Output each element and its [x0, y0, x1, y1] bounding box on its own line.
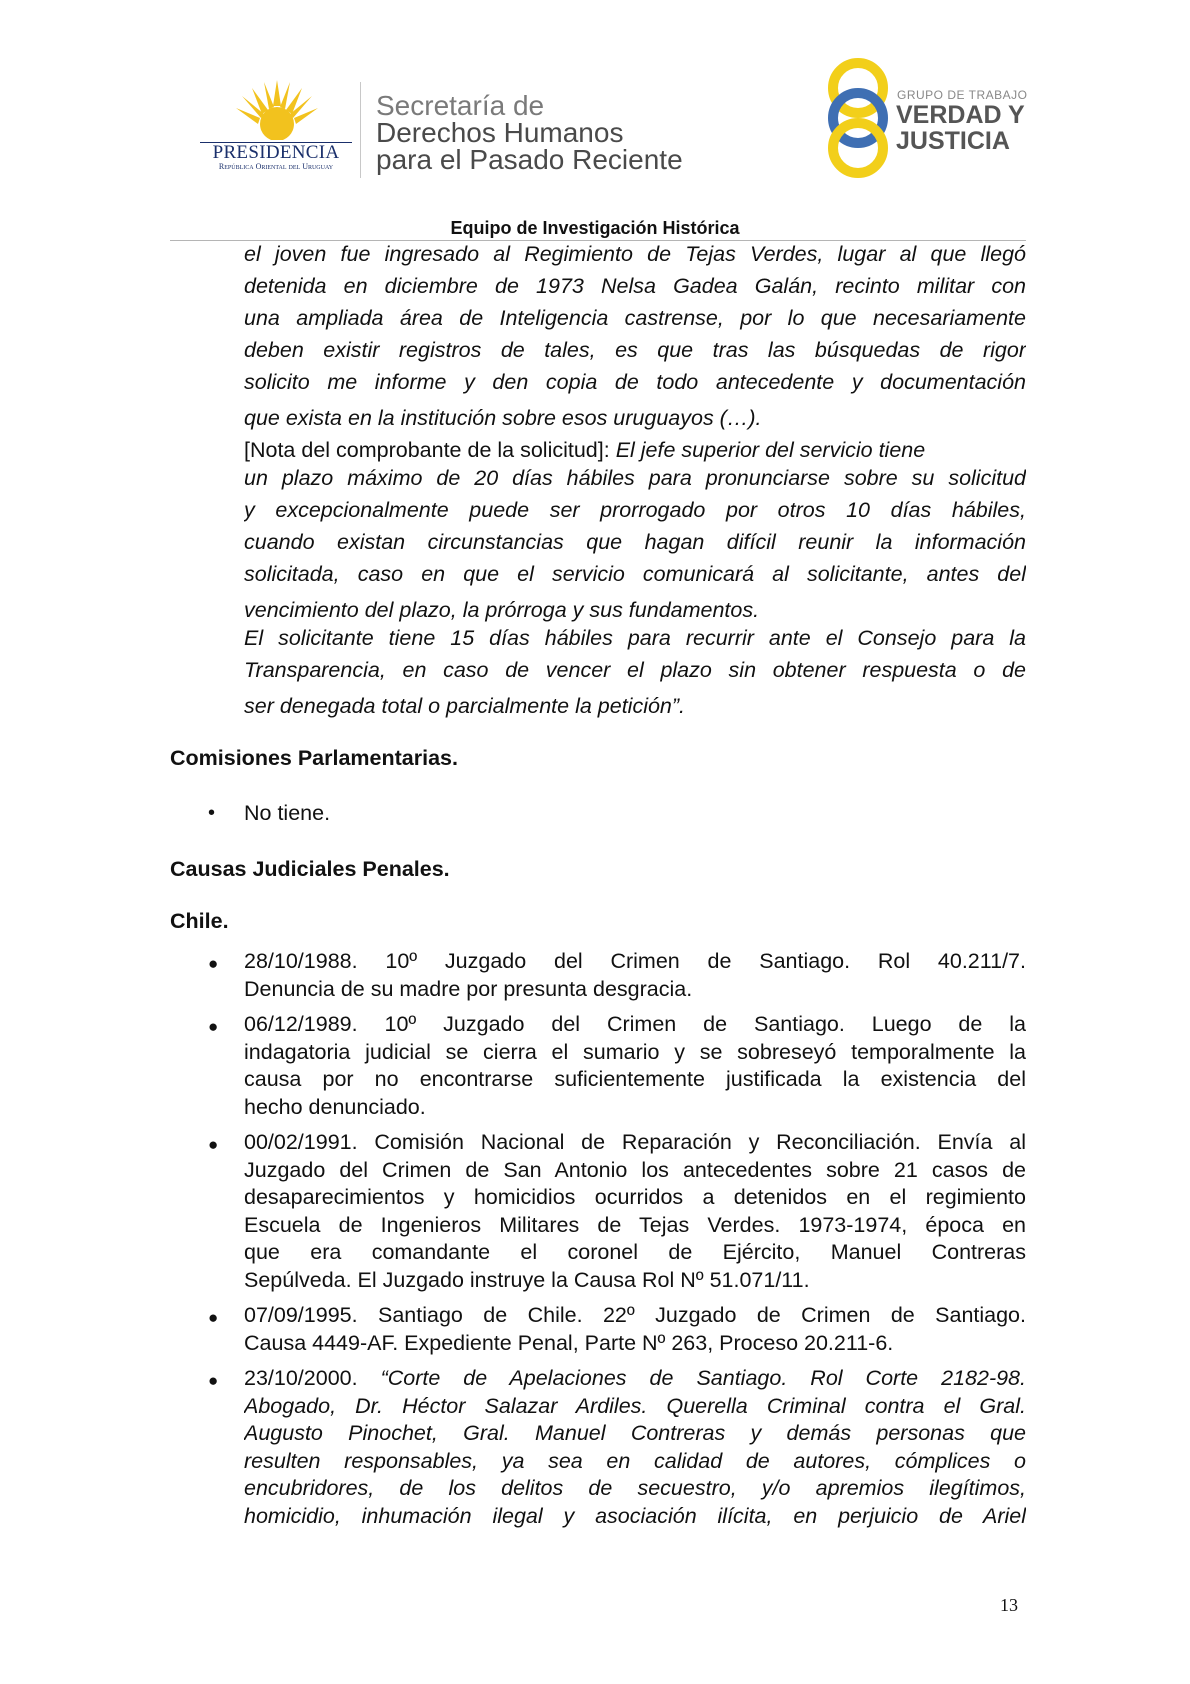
running-header-title: Equipo de Investigación Histórica	[450, 218, 740, 238]
causa-line: Escuela de Ingenieros Militares de Tejas Verdes. 1973-1974, época en	[244, 1212, 1026, 1237]
chile-subheading: Chile.	[170, 909, 229, 933]
causa-line: hecho denunciado.	[244, 1094, 426, 1119]
tail-line: ser denegada total o parcialmente la petición”.	[244, 694, 686, 718]
page-number: 13	[1000, 1595, 1018, 1615]
note-line: y excepcionalmente puede ser prorrogado por otros 10 días hábiles,	[244, 498, 1026, 522]
note-label: [Nota del comprobante de la solicitud]:	[244, 438, 616, 462]
presidencia-label: PRESIDENCIA	[212, 142, 340, 163]
causa-line: encubridores, de los delitos de secuestro, y/o apremios ilegítimos,	[244, 1476, 1026, 1500]
republica-label: República Oriental del Uruguay	[218, 162, 334, 171]
causa-line: homicidio, inhumación ilegal y asociación ilícita, en perjuicio de Ariel	[244, 1503, 1026, 1528]
causa-quote-start: “Corte de Apelaciones de Santiago. Rol Corte 2182-98.	[380, 1366, 1026, 1390]
causa-line: Augusto Pinochet, Gral. Manuel Contreras y demás personas que	[244, 1421, 1026, 1445]
causa-line: Causa 4449-AF. Expediente Penal, Parte Nº 263, Proceso 20.211-6.	[244, 1330, 894, 1355]
causas-heading: Causas Judiciales Penales.	[170, 857, 450, 881]
verdad-justicia-label	[896, 102, 1025, 154]
bullet: ●	[208, 1308, 219, 1327]
quote-line: el joven fue ingresado al Regimiento de Tejas Verdes, lugar al que llegó	[244, 242, 1026, 266]
page-header	[0, 0, 1190, 240]
bullet: ●	[208, 1135, 219, 1154]
secretaria-logo-text	[376, 92, 683, 173]
causa-line: desaparecimientos y homicidios ocurridos a detenidos en el regimiento	[244, 1185, 1026, 1209]
causa-line: que era comandante el coronel de Ejército, Manuel Contreras	[244, 1240, 1026, 1264]
causa-line: Juzgado del Crimen de San Antonio los antecedentes sobre 21 casos de	[244, 1157, 1026, 1182]
causa-line: Abogado, Dr. Héctor Salazar Ardiles. Querella Criminal contra el Gral.	[244, 1393, 1026, 1418]
note-line: vencimiento del plazo, la prórroga y sus fundamentos.	[244, 598, 760, 622]
quote-line: una ampliada área de Inteligencia castrense, por lo que necesariamente	[244, 306, 1026, 330]
quote-line: detenida en diciembre de 1973 Nelsa Gadea Galán, recinto militar con	[244, 274, 1026, 298]
causa-line: indagatoria judicial se cierra el sumario y se sobreseyó temporalmente la	[244, 1039, 1026, 1064]
causa-date: 23/10/2000.	[244, 1366, 381, 1390]
grupo-trabajo-label: GRUPO DE TRABAJO	[897, 88, 1028, 102]
causa-line: resulten responsables, ya sea en calidad de autores, cómplices o	[244, 1448, 1026, 1473]
note-first-line	[244, 434, 1026, 466]
note-line: solicitada, caso en que el servicio comunicará al solicitante, antes del	[244, 562, 1026, 586]
quote-line: que exista en la institución sobre esos uruguayos (…).	[244, 406, 762, 430]
causa-line: 06/12/1989. 10º Juzgado del Crimen de Santiago. Luego de la	[244, 1012, 1026, 1036]
tail-line: Transparencia, en caso de vencer el plazo sin obtener respuesta o de	[244, 658, 1026, 682]
causa-line: 28/10/1988. 10º Juzgado del Crimen de Santiago. Rol 40.211/7.	[244, 949, 1026, 973]
causa-line: 00/02/1991. Comisión Nacional de Reparación y Reconciliación. Envía al	[244, 1130, 1026, 1154]
causa-line-first	[244, 1365, 1026, 1393]
comisiones-heading: Comisiones Parlamentarias.	[170, 746, 458, 770]
bullet: ●	[208, 1017, 219, 1036]
comisiones-item: No tiene.	[244, 801, 331, 825]
secretaria-line-1: Secretaría de	[376, 90, 545, 121]
note-line: cuando existan circunstancias que hagan difícil reunir la información	[244, 530, 1026, 554]
causa-line: Sepúlveda. El Juzgado instruye la Causa Rol Nº 51.071/11.	[244, 1267, 810, 1292]
bullet: ●	[208, 1371, 219, 1390]
verdad-justicia-rings-logo	[820, 56, 896, 178]
note-line: un plazo máximo de 20 días hábiles para pronunciarse sobre su solicitud	[244, 466, 1026, 490]
verdad-label: VERDAD Y	[896, 101, 1025, 129]
tail-line: El solicitante tiene 15 días hábiles para recurrir ante el Consejo para la	[244, 626, 1026, 650]
header-rule	[170, 240, 1026, 241]
causa-line: 07/09/1995. Santiago de Chile. 22º Juzgado de Crimen de Santiago.	[244, 1303, 1026, 1327]
quote-line: deben existir registros de tales, es que tras las búsquedas de rigor	[244, 338, 1026, 362]
bullet: •	[208, 802, 216, 824]
quote-line: solicito me informe y den copia de todo antecedente y documentación	[244, 370, 1026, 394]
secretaria-line-3: para el Pasado Reciente	[376, 144, 683, 175]
causa-line: causa por no encontrarse suficientemente justificada la existencia del	[244, 1067, 1026, 1091]
justicia-label: JUSTICIA	[896, 127, 1010, 155]
secretaria-line-2: Derechos Humanos	[376, 117, 624, 148]
bullet: ●	[208, 954, 219, 973]
note-text: El jefe superior del servicio tiene	[615, 438, 926, 462]
presidencia-sun-logo	[232, 78, 322, 148]
causa-line: Denuncia de su madre por presunta desgracia.	[244, 976, 693, 1001]
logo-divider	[360, 82, 361, 178]
